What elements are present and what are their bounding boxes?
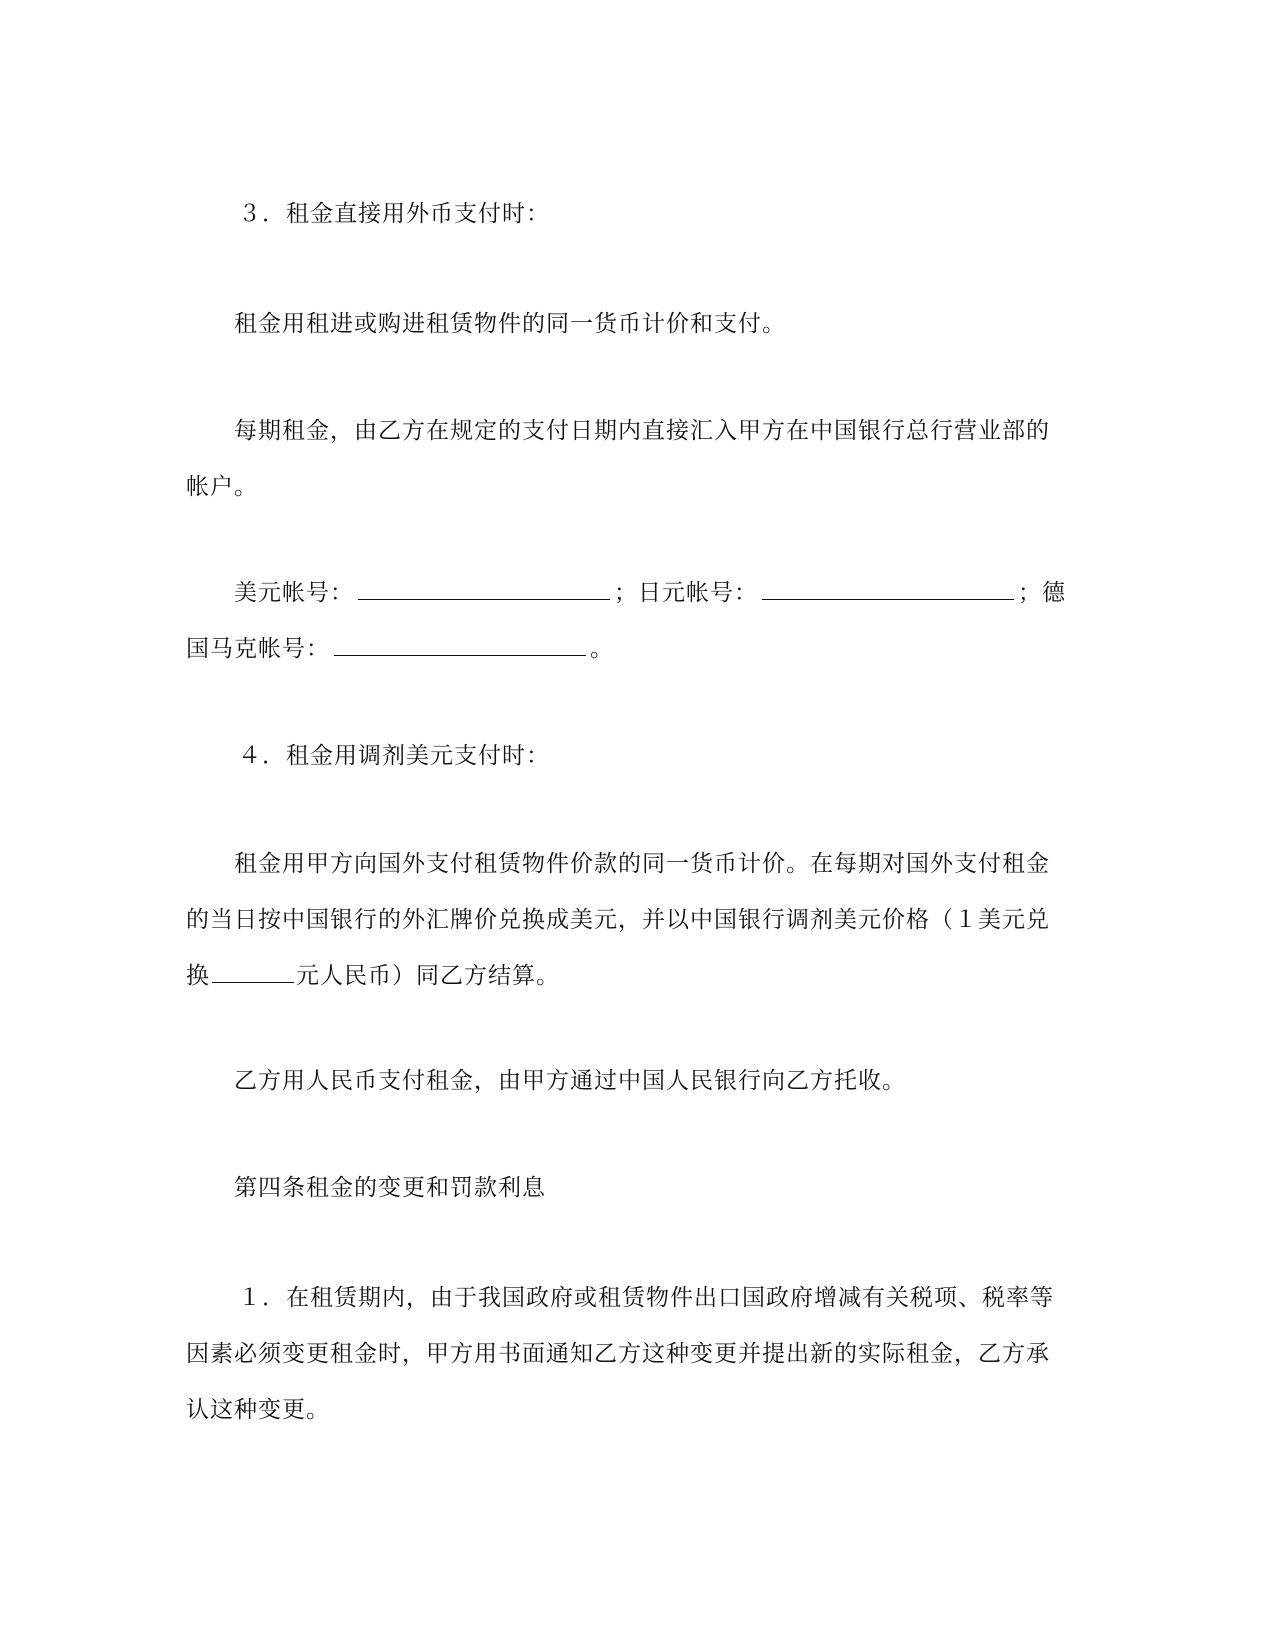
text-line: 认这种变更。: [186, 1397, 330, 1423]
text-line: 的当日按中国银行的外汇牌价兑换成美元，并以中国银行调剂美元价格（１美元兑: [186, 907, 1050, 933]
text-line: 租金用租进或购进租赁物件的同一货币计价和支付。: [234, 311, 786, 337]
article-4-clause-1: [186, 1270, 1086, 1438]
text-line: ４．租金用调剂美元支付时：: [238, 743, 550, 769]
text-line: 因素必须变更租金时，甲方用书面通知乙方这种变更并提出新的实际租金，乙方承: [186, 1341, 1050, 1367]
text-line: 第四条租金的变更和罚款利息: [234, 1175, 546, 1201]
account-numbers-paragraph: [186, 565, 1086, 677]
dem-account-label: 国马克帐号：: [186, 636, 330, 662]
separator: ；德: [1018, 580, 1066, 606]
text-line: [186, 621, 1086, 677]
clause-4-heading: [186, 728, 1086, 784]
clause-3-heading: [186, 186, 1086, 242]
text-line: [186, 565, 1086, 621]
usd-account-blank: [358, 579, 610, 600]
text-line: 乙方用人民币支付租金，由甲方通过中国人民银行向乙方托收。: [234, 1068, 906, 1094]
exchange-rate-blank: [212, 962, 294, 983]
clause-3-paragraph-remittance: [186, 403, 1086, 515]
rmb-payment-paragraph: [186, 1053, 1086, 1109]
clause-4-paragraph-exchange: [186, 836, 1086, 1004]
text-fragment: 元人民币）同乙方结算。: [296, 963, 560, 989]
text-fragment: 换: [186, 963, 210, 989]
text-line: [186, 948, 1086, 1004]
article-4-heading: [186, 1160, 1086, 1216]
jpy-account-blank: [762, 579, 1014, 600]
usd-account-label: 美元帐号：: [234, 580, 354, 606]
separator: ；: [614, 580, 638, 606]
clause-3-paragraph-currency: [186, 296, 1086, 352]
sentence-end: 。: [590, 636, 614, 662]
text-line: １．在租赁期内，由于我国政府或租赁物件出口国政府增减有关税项、税率等: [238, 1285, 1054, 1311]
jpy-account-label: 日元帐号：: [638, 580, 758, 606]
text-line: 租金用甲方向国外支付租赁物件价款的同一货币计价。在每期对国外支付租金: [234, 851, 1050, 877]
text-line: 帐户。: [186, 474, 258, 500]
text-line: 每期租金，由乙方在规定的支付日期内直接汇入甲方在中国银行总行营业部的: [234, 418, 1050, 444]
text-line: ３．租金直接用外币支付时：: [238, 201, 550, 227]
dem-account-blank: [334, 635, 586, 656]
